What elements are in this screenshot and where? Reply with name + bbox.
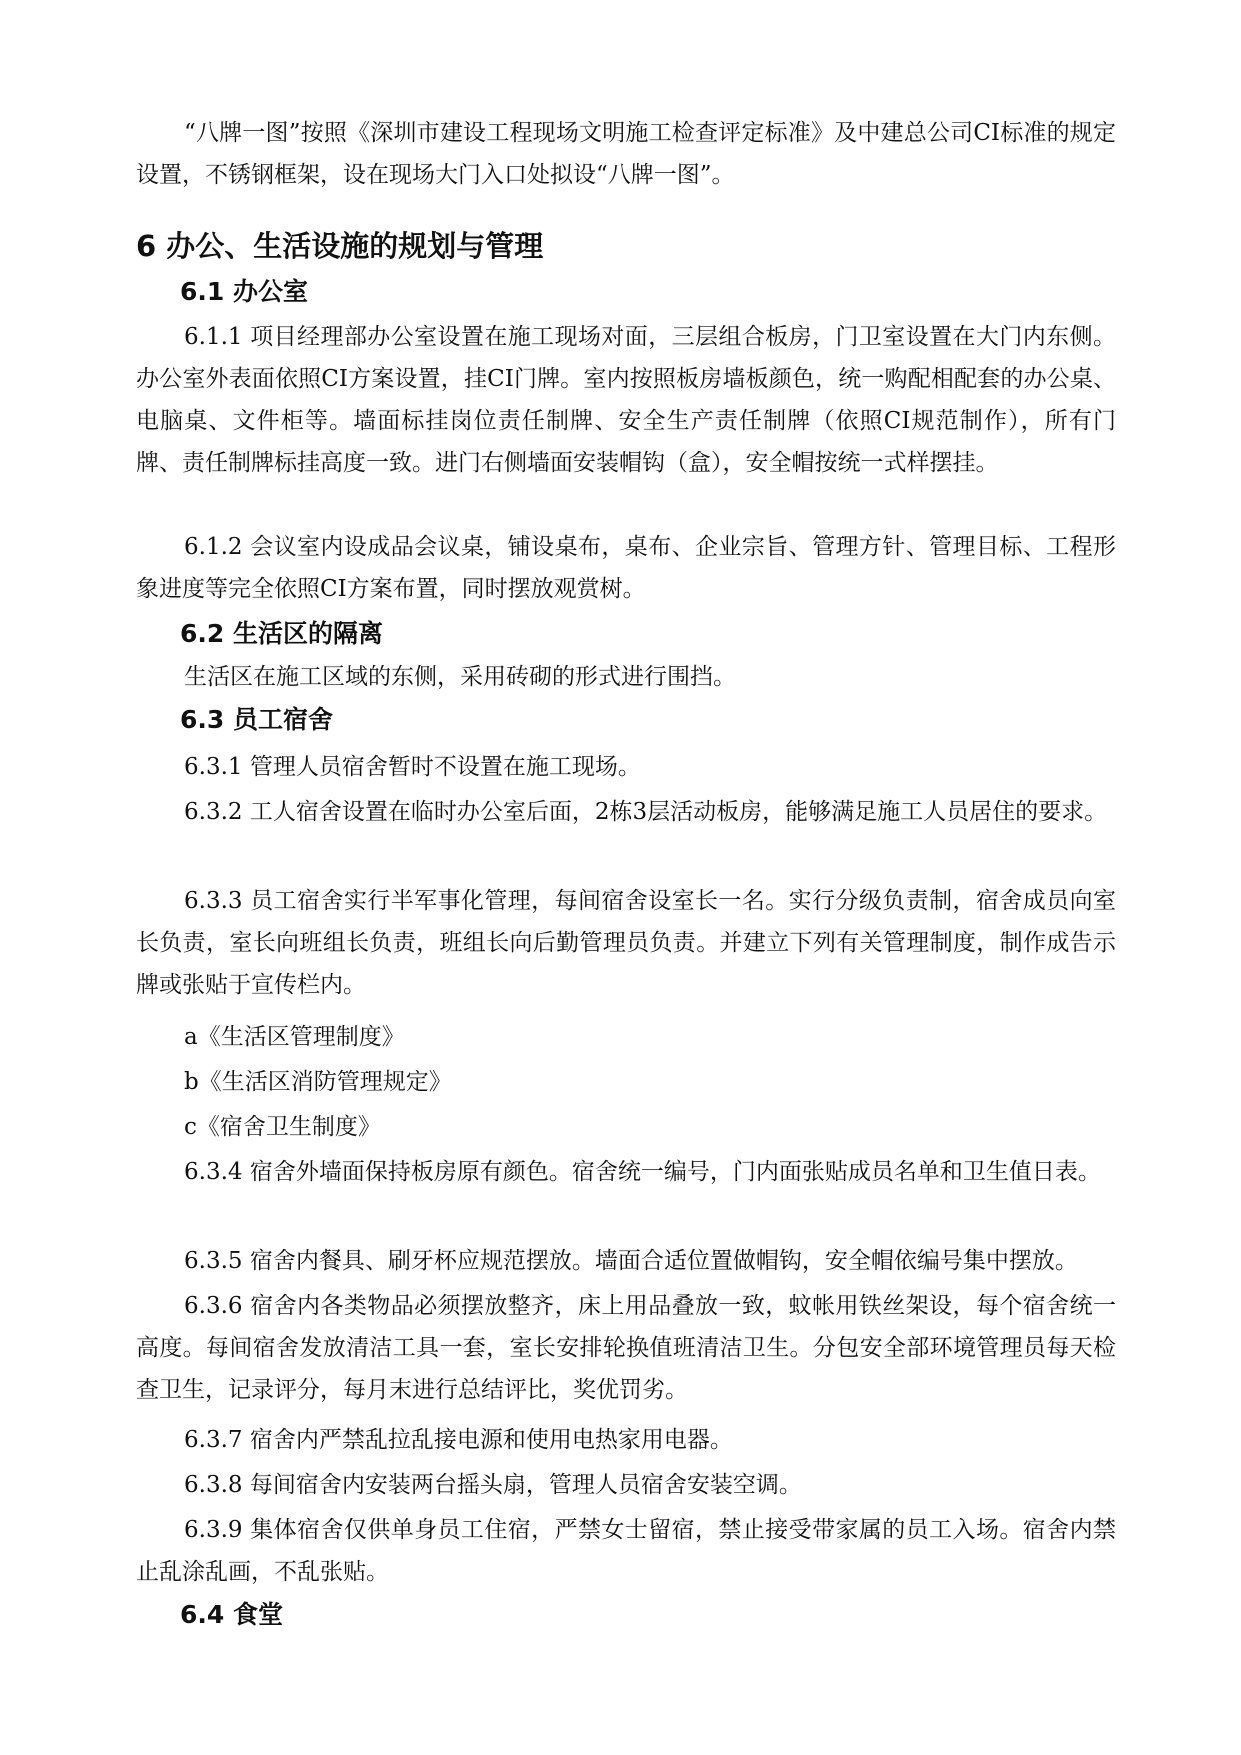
paragraph-6-3-6: 6.3.6 宿舍内各类物品必须摆放整齐，床上用品叠放一致，蚊帐用铁丝架设，每个宿舍统一高度。每间宿舍发放清洁工具一套，室长安排轮换值班清洁卫生。分包安全部环境管理员每天检查卫生，记录评分，每月末进行总结评比，奖优罚劣。	[136, 1293, 1116, 1403]
paragraph-6-3-7: 6.3.7 宿舍内严禁乱拉乱接电源和使用电热家用电器。	[184, 1427, 733, 1453]
paragraph-6-3-1: 6.3.1 管理人员宿舍暂时不设置在施工现场。	[184, 754, 641, 780]
paragraph-6-1-1: 6.1.1 项目经理部办公室设置在施工现场对面，三层组合板房，门卫室设置在大门内东侧。办公室外表面依照CI方案设置，挂CI门牌。室内按照板房墙板颜色，统一购配相配套的办公桌、电脑桌、文件柜等。墙面标挂岗位责任制牌、安全生产责任制牌（依照CI规范制作），所有门牌、责任制牌标挂高度一致。进门右侧墙面安装帽钩（盒），安全帽按统一式样摆挂。	[136, 324, 1116, 476]
chapter-title: 6 办公、生活设施的规划与管理	[136, 229, 544, 263]
section-6-4-title: 6.4 食堂	[180, 1600, 283, 1629]
paragraph-6-3-4: 6.3.4 宿舍外墙面保持板房原有颜色。宿舍统一编号，门内面张贴成员名单和卫生值日表。	[184, 1159, 1101, 1185]
list-item-b: b《生活区消防管理规定》	[184, 1069, 452, 1095]
paragraph-6-3-2: 6.3.2 工人宿舍设置在临时办公室后面，2栋3层活动板房，能够满足施工人员居住的要求。	[184, 799, 1108, 825]
section-6-2-title: 6.2 生活区的隔离	[180, 619, 383, 648]
paragraph-6-3-3: 6.3.3 员工宿舍实行半军事化管理，每间宿舍设室长一名。实行分级负责制，宿舍成员向室长负责，室长向班组长负责，班组长向后勤管理员负责。并建立下列有关管理制度，制作成告示牌或张贴于宣传栏内。	[136, 888, 1116, 998]
intro-paragraph: “八牌一图”按照《深圳市建设工程现场文明施工检查评定标准》及中建总公司CI标准的规定设置，不锈钢框架，设在现场大门入口处拟设“八牌一图”。	[136, 120, 1116, 188]
paragraph-6-3-5: 6.3.5 宿舍内餐具、刷牙杯应规范摆放。墙面合适位置做帽钩，安全帽依编号集中摆放。	[184, 1248, 1078, 1274]
section-6-3-title: 6.3 员工宿舍	[180, 705, 333, 734]
paragraph-6-1-2: 6.1.2 会议室内设成品会议桌，铺设桌布，桌布、企业宗旨、管理方针、管理目标、工程形象进度等完全依照CI方案布置，同时摆放观赏树。	[136, 534, 1116, 602]
section-6-1-title: 6.1 办公室	[180, 277, 308, 306]
list-item-a: a《生活区管理制度》	[184, 1024, 405, 1050]
paragraph-6-2: 生活区在施工区域的东侧，采用砖砌的形式进行围挡。	[184, 664, 736, 690]
paragraph-6-3-9: 6.3.9 集体宿舍仅供单身员工住宿，严禁女士留宿，禁止接受带家属的员工入场。宿舍内禁止乱涂乱画，不乱张贴。	[136, 1517, 1116, 1585]
paragraph-6-3-8: 6.3.8 每间宿舍内安装两台摇头扇，管理人员宿舍安装空调。	[184, 1472, 802, 1498]
list-item-c: c《宿舍卫生制度》	[184, 1114, 381, 1140]
